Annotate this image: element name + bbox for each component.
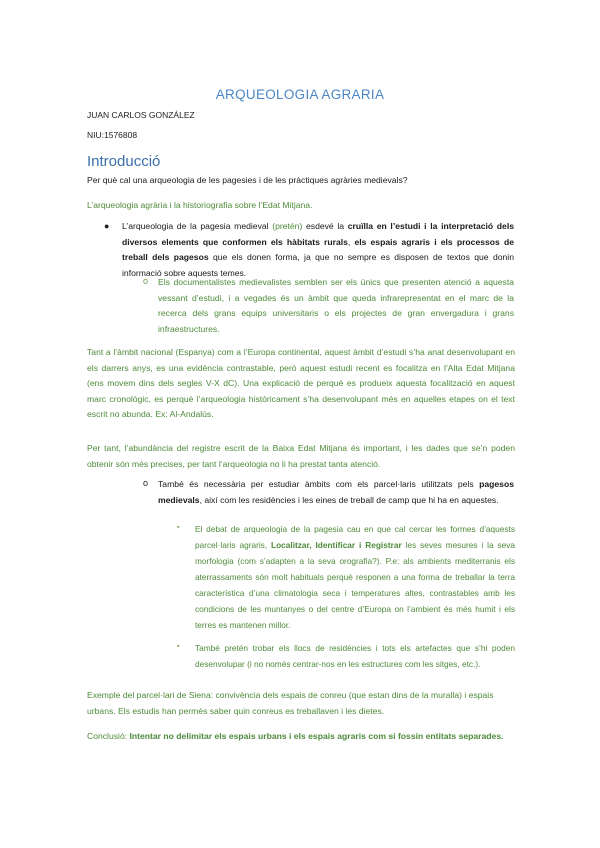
bullet-text: , així com les residències i les eines de treball de camp que hi ha en aquestes.	[199, 494, 499, 505]
section-heading: Introducció	[87, 153, 161, 170]
intro-question: Per què cal una arqueologia de les pagesies i de les pràctiques agràries medievals?	[87, 175, 408, 185]
bullet-text: ,	[347, 236, 355, 247]
bullet-text: esdevé la	[302, 221, 348, 231]
bullet-text: L’arqueologia de la pagesia medieval	[122, 221, 273, 231]
circle-marker: o	[143, 478, 149, 488]
square-marker: ▪	[177, 524, 180, 531]
subheading: L’arqueologia agrària i la historiografia sobre l’Edat Mitjana.	[87, 200, 313, 210]
conclusion-text: Intentar no delimitar els espais urbans i els espais agraris com si fossin entitats separades.	[129, 731, 504, 741]
sub-bullet-bold-text: Localitzar, Identificar i Registrar	[271, 540, 402, 550]
bullet-bold-text: cruïlla en l’estudi i la interpretació dels diversos elements que conformen els hàbitats rurals	[122, 221, 515, 247]
sub-bullet-documentalistes: Els documentalistes medievalistes semblen ser els únics que presenten atenció a aquesta vessant d’estudi, i a vegades és un àmbit que queda infrarepresentat en el marc de la recerca dels grans equips universitaris o els projectes de gran envergadura i grans infraestructures.	[158, 277, 514, 334]
paragraph-siena: Exemple del parcel·lari de Siena: convivència dels espais de conreu (que estan dins de la muralla) i espais urbans. Els estudis han permès saber quin conreus es treballaven i les dietes.	[87, 690, 494, 716]
student-id: NIU:1576808	[87, 130, 138, 140]
bullet-parcellaris	[158, 477, 514, 508]
circle-marker: o	[143, 276, 149, 286]
document-title: ARQUEOLOGIA AGRARIA	[215, 87, 385, 102]
conclusion	[87, 729, 515, 745]
bullet-bold-text: els espais agraris i els processos de treball dels pagesos	[122, 236, 514, 262]
sub-bullet-residencies: També pretén trobar els llocs de residències i tots els artefactes que s’hi poden desenvolupar (i no només centrar-nos en les estructures com les sitges, etc.).	[195, 643, 515, 669]
conclusion-label: Conclusió:	[87, 731, 130, 741]
square-marker: ▪	[177, 643, 180, 650]
sub-bullet-text: El debat de arqueologia de la pagesia cau en que cal cercar les formes d’aquests parcel·laris agraris,	[195, 524, 515, 550]
bullet-pagesia-medieval	[122, 219, 514, 281]
sub-bullet-text: les seves mesures i la seva morfologia (com s’adapten a la seva orografia?). P.e: als ambients mediterranis els aterrassaments són molt habituals perquè responen a una forma de treballar la terra característica d’una climatologia seca i temperatures altes, contrastables amb les condicions de les muntanyes o del centre d’Europa on l’ambient és més humit i els terres es mantenen millor.	[195, 540, 515, 630]
sub-bullet-debat-arqueologia	[195, 521, 515, 633]
paragraph-baixa-edat-mitjana: Per tant, l’abundància del registre escrit de la Baixa Edat Mitjana és important, i les dades que se’n poden obtenir són més precises, per tant l’arqueologia no li ha prestat tanta atenció.	[87, 443, 515, 469]
bullet-text: que els donen forma, ja que no sempre es disposen de textos que donin informació sobre aquests temes.	[122, 252, 514, 278]
bullet-text: També és necessària per estudiar àmbits com els parcel·laris utilitzats pels	[158, 479, 480, 489]
bullet-bold-text: pagesos medievals	[158, 479, 514, 505]
author-name: JUAN CARLOS GONZÁLEZ	[87, 110, 195, 120]
paragraph-ambit-nacional: Tant a l’àmbit nacional (Espanya) com a l’Europa continental, aquest àmbit d’estudi s’ha anat desenvolupant en els darrers anys, es una evidència contrastable, però aquest estudi recent es focalitza en l’Alta Edat Mitjana (ens movem dins dels segles V-X dC). Una explicació de perquè es produeix aquesta focalització en aquest marc cronològic, es perquè l’arqueologia històricament s’ha desenvolupant més en aquelles etapes on el text escrit no abunda. Ex: Al-Andalús.	[87, 347, 515, 419]
bullet-marker: ●	[104, 221, 110, 231]
bullet-text-highlight: (pretén)	[272, 221, 303, 231]
